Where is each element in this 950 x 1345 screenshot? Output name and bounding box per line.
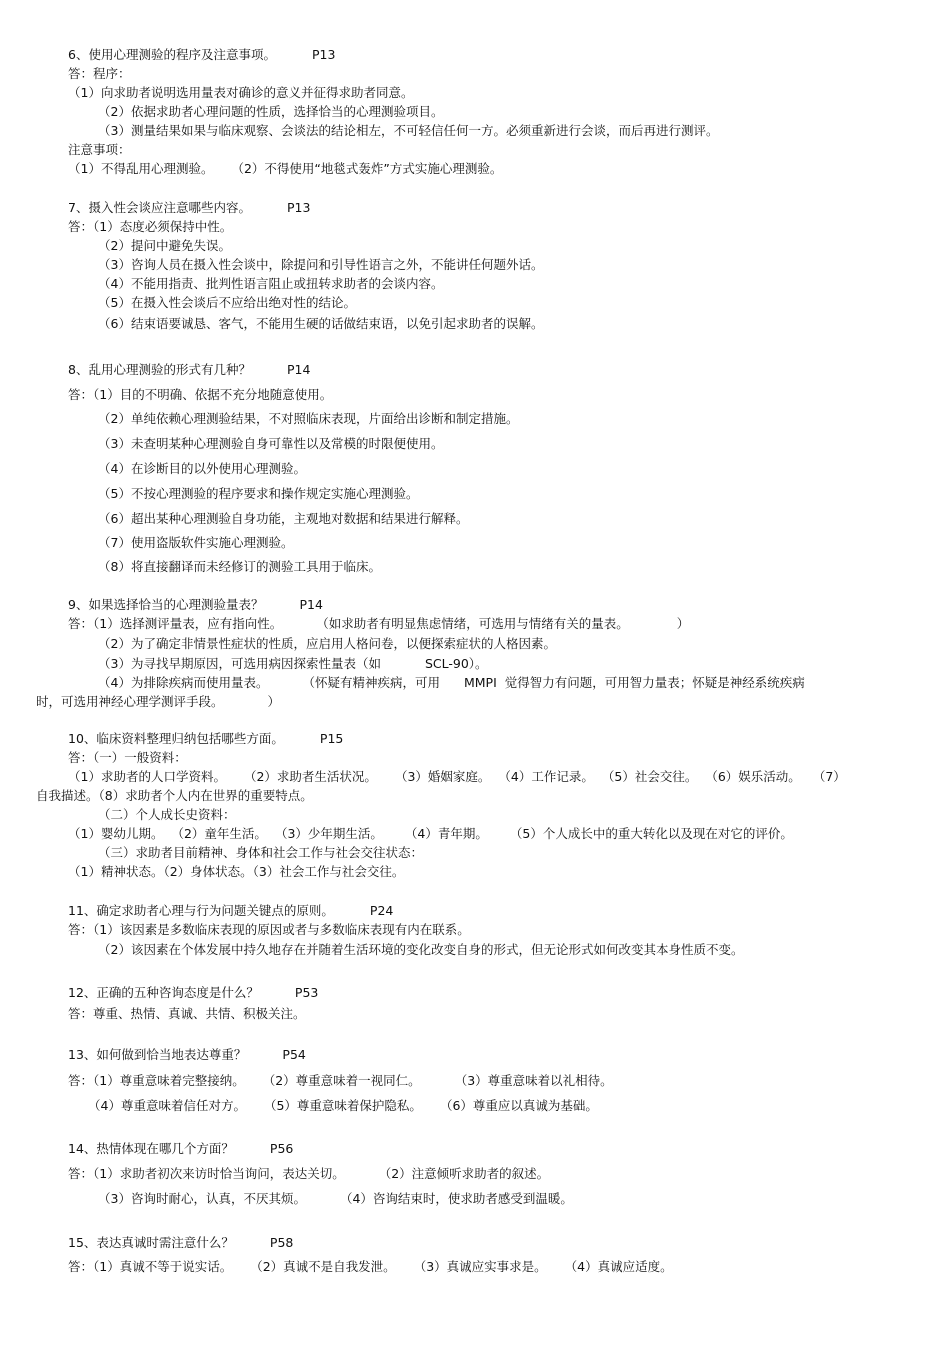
page-ref: P24	[369, 903, 394, 918]
section-heading: （二）个人成长史资料：	[98, 807, 236, 822]
answer-line: （7）使用盗版软件实施心理测验。	[98, 535, 294, 550]
answer-line	[68, 616, 689, 632]
answer-line: （6）超出某种心理测验自身功能，主观地对数据和结果进行解释。	[98, 511, 469, 526]
answer-line	[98, 1191, 573, 1207]
item: 答：（1）尊重意味着完整接纳。	[68, 1073, 245, 1088]
question-8	[68, 362, 310, 378]
item: （4）真诚应适度。	[564, 1259, 673, 1274]
question-7	[68, 200, 310, 216]
question-14	[68, 1141, 293, 1157]
page-ref: P14	[286, 362, 311, 377]
item: （2）童年生活。	[171, 826, 267, 841]
item: （5）尊重意味着保护隐私。	[263, 1098, 422, 1113]
item: （4）尊重意味着信任对方。	[88, 1098, 246, 1113]
answer-line: （4）在诊断目的以外使用心理测验。	[98, 461, 306, 476]
question-13	[68, 1047, 306, 1063]
item: 答：（1）求助者初次来访时恰当询问，表达关切。	[68, 1166, 345, 1181]
item: （2）尊重意味着一视同仁。	[262, 1073, 421, 1088]
answer-line: （4）不能用指责、批判性语言阻止或扭转求助者的会谈内容。	[98, 276, 444, 291]
text: （怀疑有精神疾病，可用	[302, 675, 440, 690]
item: （3）咨询时耐心，认真，不厌其烦。	[98, 1191, 306, 1206]
question-12	[68, 985, 318, 1001]
item: （1）求助者的人口学资料。	[68, 769, 226, 784]
text: MMPI	[463, 675, 497, 690]
item: （7）	[812, 769, 846, 784]
page-ref: P58	[269, 1235, 294, 1250]
answer-line: （1）向求助者说明选用量表对确诊的意义并征得求助者同意。	[68, 85, 414, 100]
answer-line	[98, 675, 805, 691]
text: 答：（1）选择测评量表，应有指向性。	[68, 616, 283, 631]
notes-label: 注意事项：	[68, 142, 131, 157]
question-title: 13、如何做到恰当地表达尊重？	[68, 1047, 247, 1062]
question-15	[68, 1235, 293, 1251]
question-title: 8、乱用心理测验的形式有几种？	[68, 362, 251, 377]
item: （6）尊重应以真诚为基础。	[439, 1098, 598, 1113]
page-ref: P56	[269, 1141, 294, 1156]
answer-line: （2）该因素在个体发展中持久地存在并随着生活环境的变化改变自身的形式，但无论形式如何改变其本身性质不变。	[98, 942, 744, 957]
question-title: 10、临床资料整理归纳包括哪些方面。	[68, 731, 284, 746]
item: （3）少年期生活。	[274, 826, 383, 841]
answer-line: （2）为了确定非情景性症状的性质，应启用人格问卷，以便探索症状的人格因素。	[98, 636, 556, 651]
question-6	[68, 47, 335, 63]
answer-line: 答：（1）态度必须保持中性。	[68, 219, 233, 234]
page-ref: P13	[286, 200, 311, 215]
answer-line: 自我描述。（8）求助者个人内在世界的重要特点。	[36, 788, 313, 803]
item: （2）求助者生活状况。	[243, 769, 377, 784]
text: SCL-90）。	[424, 656, 488, 671]
page-ref: P14	[299, 597, 323, 612]
answer-line	[68, 769, 846, 785]
page-ref: P15	[319, 731, 344, 746]
text: ）	[676, 616, 690, 631]
answer-line: （2）依据求助者心理问题的性质，选择恰当的心理测验项目。	[98, 104, 444, 119]
text: 时，可选用神经心理学测评手段。	[36, 694, 224, 709]
text: （3）为寻找早期原因，可选用病因探索性量表（如	[98, 656, 381, 671]
note-item: （1）不得乱用心理测验。	[68, 161, 214, 176]
answer-line	[68, 1259, 673, 1275]
question-title: 12、正确的五种咨询态度是什么？	[68, 985, 259, 1000]
question-title: 14、热情体现在哪几个方面？	[68, 1141, 234, 1156]
text: （4）为排除疾病而使用量表。	[98, 675, 269, 690]
answer-line: （8）将直接翻译而未经修订的测验工具用于临床。	[98, 559, 381, 574]
question-title: 6、使用心理测验的程序及注意事项。	[68, 47, 276, 62]
answer-line: （1）精神状态。（2）身体状态。（3）社会工作与社会交往。	[68, 864, 405, 879]
answer-line: 答：尊重、热情、真诚、共情、积极关注。	[68, 1006, 306, 1021]
question-9	[68, 597, 323, 613]
item: （1）婴幼儿期。	[68, 826, 164, 841]
item: （3）尊重意味着以礼相待。	[454, 1073, 613, 1088]
question-title: 11、确定求助者心理与行为问题关键点的原则。	[68, 903, 334, 918]
answer-line	[68, 1166, 549, 1182]
answer-line: （5）不按心理测验的程序要求和操作规定实施心理测验。	[98, 486, 419, 501]
item: （3）婚姻家庭。	[394, 769, 491, 784]
answer-line: 答：（1）目的不明确、依据不充分地随意使用。	[68, 387, 333, 402]
text: 觉得智力有问题，可用智力量表；怀疑是神经系统疾病	[504, 675, 805, 690]
item: （4）咨询结束时，使求助者感受到温暖。	[339, 1191, 573, 1206]
question-title: 7、摄入性会谈应注意哪些内容。	[68, 200, 251, 215]
answer-line: （2）提问中避免失误。	[98, 238, 231, 253]
answer-line: （5）在摄入性会谈后不应给出绝对性的结论。	[98, 295, 356, 310]
answer-line: （3）测量结果如果与临床观察、会谈法的结论相左，不可轻信任何一方。必须重新进行会谈，而后再进行测评。	[98, 123, 719, 138]
item: （6）娱乐活动。	[705, 769, 801, 784]
note-item: （2）不得使用“地毯式轰炸”方式实施心理测验。	[231, 161, 503, 176]
answer-line	[36, 694, 280, 710]
item: （4）工作记录。	[498, 769, 594, 784]
answer-line	[68, 826, 793, 842]
page-ref: P54	[282, 1047, 306, 1062]
answer-label: 答：程序：	[68, 66, 131, 81]
answer-line	[98, 656, 488, 672]
text: （如求助者有明显焦虑情绪，可选用与情绪有关的量表。	[316, 616, 629, 631]
answer-line	[68, 161, 502, 177]
answer-line: （6）结束语要诚恳、客气，不能用生硬的话做结束语，以免引起求助者的误解。	[98, 316, 544, 331]
item: （2）真诚不是自我发泄。	[250, 1259, 396, 1274]
item: （4）青年期。	[404, 826, 488, 841]
answer-line: （2）单纯依赖心理测验结果，不对照临床表现，片面给出诊断和制定措施。	[98, 411, 519, 426]
item: （3）真诚应实事求是。	[413, 1259, 547, 1274]
question-title: 15、表达真诚时需注意什么？	[68, 1235, 234, 1250]
item: （5）社会交往。	[601, 769, 698, 784]
section-heading: （三）求助者目前精神、身体和社会工作与社会交往状态：	[98, 845, 424, 860]
answer-line: 答：（1）该因素是多数临床表现的原因或者与多数临床表现有内在联系。	[68, 922, 470, 937]
answer-line: （3）咨询人员在摄入性会谈中，除提问和引导性语言之外，不能讲任何题外话。	[98, 257, 544, 272]
answer-line	[88, 1098, 598, 1114]
section-heading: 答：（一）一般资料：	[68, 750, 187, 765]
item: 答：（1）真诚不等于说实话。	[68, 1259, 233, 1274]
answer-line	[68, 1073, 613, 1089]
item: （2）注意倾听求助者的叙述。	[378, 1166, 550, 1181]
question-11	[68, 903, 393, 919]
question-title: 9、如果选择恰当的心理测验量表？	[68, 597, 264, 612]
item: （5）个人成长中的重大转化以及现在对它的评价。	[509, 826, 793, 841]
answer-line: （3）未查明某种心理测验自身可靠性以及常模的时限便使用。	[98, 436, 444, 451]
question-10	[68, 731, 343, 747]
text: ）	[267, 694, 281, 709]
page-ref: P53	[294, 985, 319, 1000]
page-ref: P13	[311, 47, 336, 62]
